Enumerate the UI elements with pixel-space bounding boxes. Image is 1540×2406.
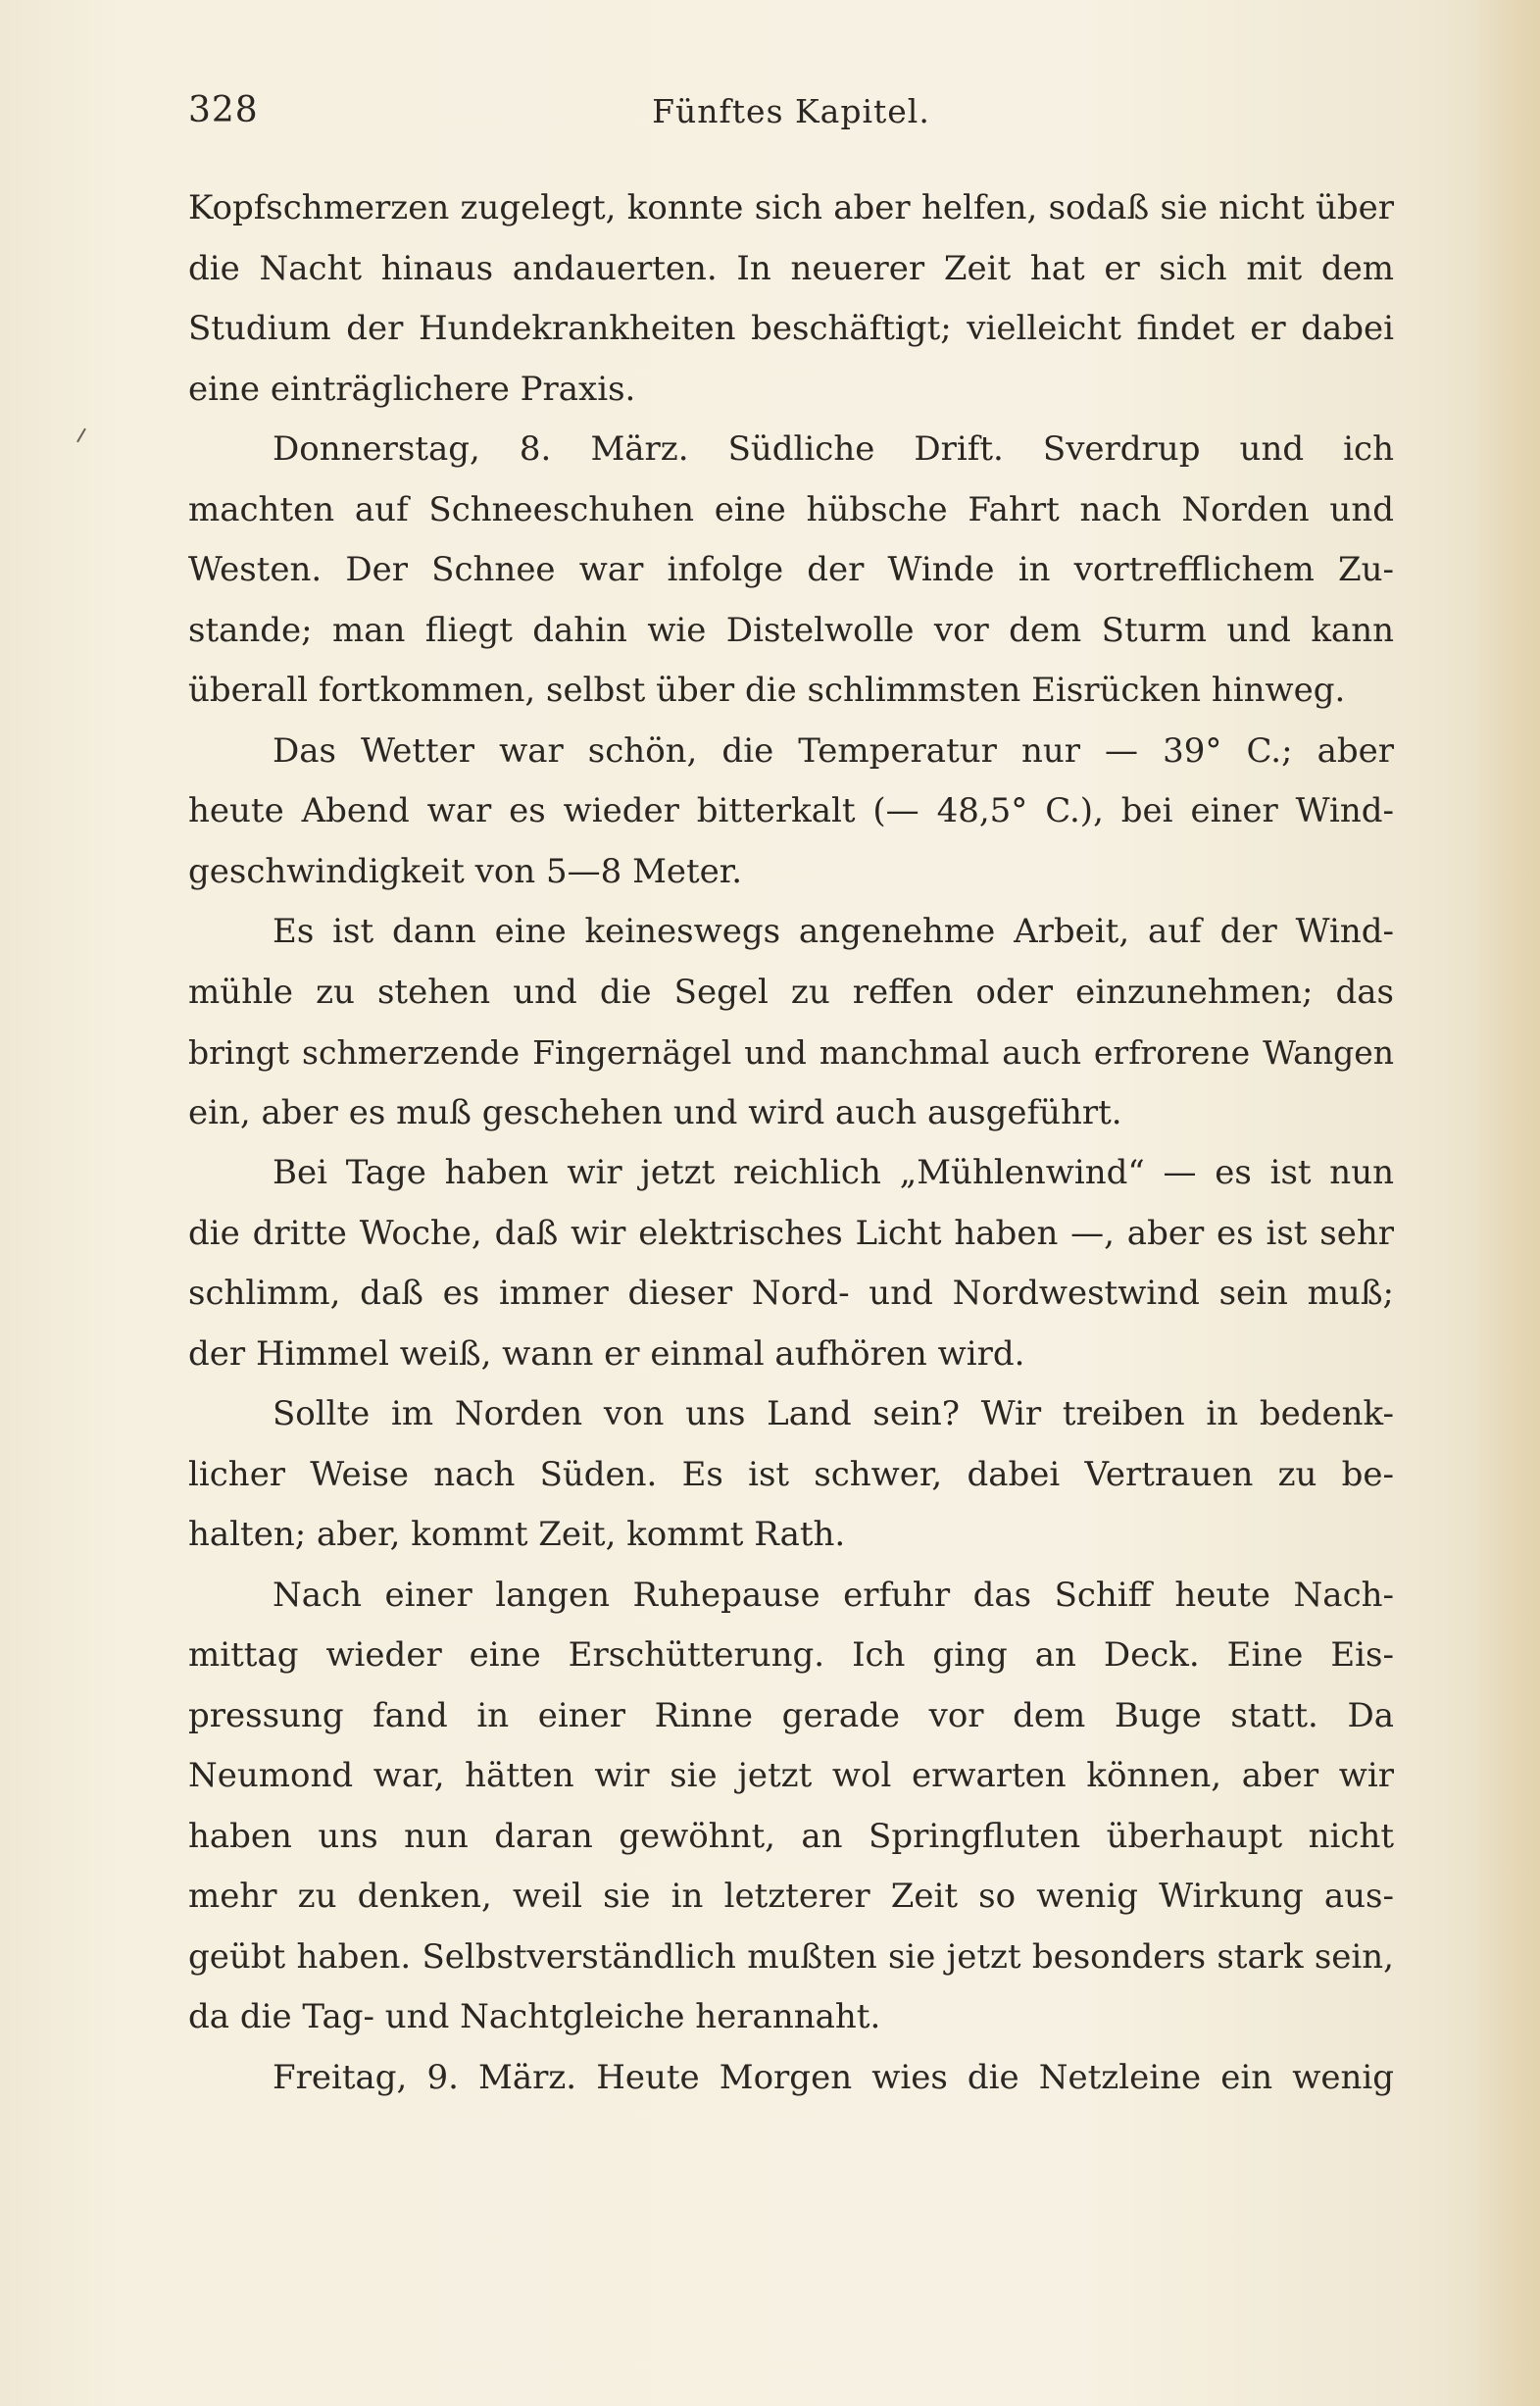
text-line: Westen. Der Schnee war infolge der Winde in vortrefflichem Zu- xyxy=(188,550,1394,589)
text-line: überall fortkommen, selbst über die schlimmsten Eisrücken hinweg. xyxy=(188,671,1346,710)
text-line: Bei Tage haben wir jetzt reichlich „Mühlenwind“ — es ist nun xyxy=(273,1153,1394,1192)
margin-mark xyxy=(76,428,86,443)
text-line: bringt schmerzende Fingernägel und manchmal auch erfrorene Wangen xyxy=(188,1033,1394,1072)
text-line: mühle zu stehen und die Segel zu reffen oder einzunehmen; das xyxy=(188,972,1394,1012)
text-line: machten auf Schneeschuhen eine hübsche Fahrt nach Norden und xyxy=(188,489,1394,529)
text-line: pressung fand in einer Rinne gerade vor dem Buge statt. Da xyxy=(188,1695,1394,1735)
text-line: halten; aber, kommt Zeit, kommt Rath. xyxy=(188,1515,846,1554)
body-text xyxy=(188,178,1394,2108)
text-line: licher Weise nach Süden. Es ist schwer, dabei Vertrauen zu be- xyxy=(188,1454,1394,1494)
text-line: heute Abend war es wieder bitterkalt (— 48,5° C.), bei einer Wind- xyxy=(188,791,1394,830)
text-line: haben uns nun daran gewöhnt, an Springfluten überhaupt nicht xyxy=(188,1816,1394,1856)
text-line: geübt haben. Selbstverständlich mußten sie jetzt besonders stark sein, xyxy=(188,1936,1394,1977)
text-line: Donnerstag, 8. März. Südliche Drift. Sverdrup und ich xyxy=(273,429,1394,469)
text-line: schlimm, daß es immer dieser Nord- und Nordwestwind sein muß; xyxy=(188,1274,1394,1313)
page-header xyxy=(188,90,1394,139)
text-line: ein, aber es muß geschehen und wird auch ausgeführt. xyxy=(188,1092,1122,1132)
text-line: Es ist dann eine keineswegs angenehme Arbeit, auf der Wind- xyxy=(273,912,1394,951)
text-line: stande; man fliegt dahin wie Distelwolle vor dem Sturm und kann xyxy=(188,610,1394,650)
text-line: Sollte im Norden von uns Land sein? Wir treiben in bedenk- xyxy=(273,1394,1394,1433)
text-line: mehr zu denken, weil sie in letzterer Zeit so wenig Wirkung aus- xyxy=(188,1877,1394,1916)
running-head: Fünftes Kapitel. xyxy=(652,92,930,130)
text-line: die dritte Woche, daß wir elektrisches Licht haben —, aber es ist sehr xyxy=(188,1213,1394,1253)
text-line: Kopfschmerzen zugelegt, konnte sich aber helfen, sodaß sie nicht über xyxy=(188,188,1394,227)
text-line: die Nacht hinaus andauerten. In neuerer Zeit hat er sich mit dem xyxy=(188,248,1394,288)
text-line: Studium der Hundekrankheiten beschäftigt; vielleicht findet er dabei xyxy=(188,309,1394,348)
text-line: der Himmel weiß, wann er einmal aufhören wird. xyxy=(188,1333,1025,1374)
text-line: mittag wieder eine Erschütterung. Ich ging an Deck. Eine Eis- xyxy=(188,1635,1394,1675)
text-line: eine einträglichere Praxis. xyxy=(188,369,636,409)
text-line: Nach einer langen Ruhepause erfuhr das Schiff heute Nach- xyxy=(273,1575,1394,1615)
text-line: da die Tag- und Nachtgleiche herannaht. xyxy=(188,1997,881,2036)
page-number: 328 xyxy=(188,90,259,130)
text-line: Freitag, 9. März. Heute Morgen wies die Netzleine ein wenig xyxy=(273,2057,1394,2097)
page-edge-shadow xyxy=(1471,0,1540,2406)
text-line: geschwindigkeit von 5—8 Meter. xyxy=(188,851,743,891)
text-line: Das Wetter war schön, die Temperatur nur — 39° C.; aber xyxy=(273,730,1394,771)
text-line: Neumond war, hätten wir sie jetzt wol erwarten können, aber wir xyxy=(188,1756,1394,1795)
